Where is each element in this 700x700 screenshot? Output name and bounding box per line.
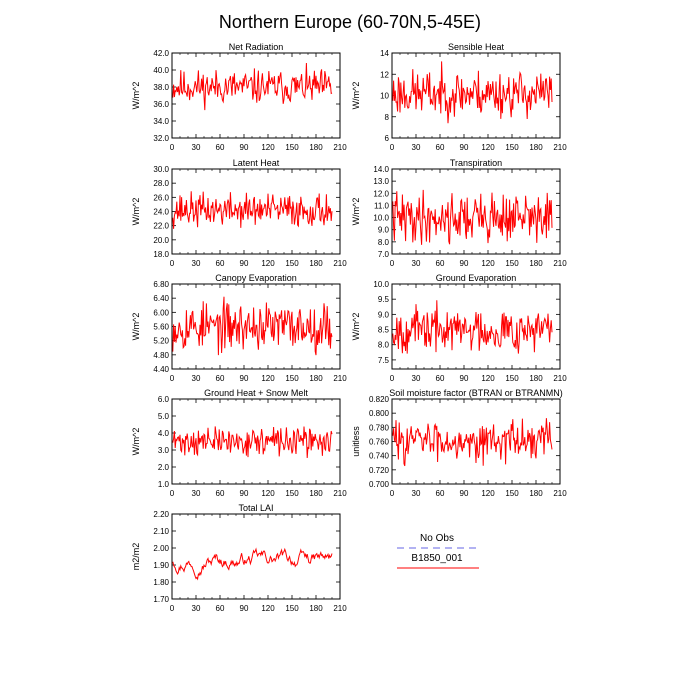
y-tick-label: 9.5	[377, 295, 389, 305]
panel-ylabel: W/m^2	[351, 197, 361, 226]
y-tick-label: 11.0	[374, 201, 389, 211]
x-tick-label: 150	[285, 489, 299, 498]
x-tick-label: 60	[435, 143, 445, 152]
x-tick-label: 150	[285, 143, 299, 152]
y-tick-label: 0.700	[368, 480, 389, 489]
x-tick-label: 0	[389, 374, 395, 383]
y-tick-label: 2.0	[157, 463, 169, 472]
x-tick-label: 30	[411, 489, 421, 498]
x-tick-label: 210	[553, 374, 567, 383]
y-tick-label: 6.00	[153, 308, 169, 318]
panel-9	[131, 503, 347, 613]
x-tick-label: 180	[529, 489, 543, 498]
figure-title: Northern Europe (60-70N,5-45E)	[218, 12, 482, 32]
panel-title: Ground Evaporation	[435, 273, 517, 283]
x-tick-label: 90	[239, 374, 249, 383]
y-tick-label: 7.5	[377, 355, 389, 365]
x-tick-label: 210	[333, 604, 347, 613]
x-tick-label: 30	[191, 143, 201, 152]
panel-4	[351, 158, 567, 268]
x-tick-label: 60	[215, 374, 225, 383]
x-tick-label: 30	[191, 604, 201, 613]
legend-label-no-obs: No Obs	[420, 533, 454, 544]
x-tick-label: 180	[309, 604, 323, 613]
x-tick-label: 30	[191, 489, 201, 498]
x-tick-label: 60	[215, 259, 225, 268]
x-tick-label: 210	[333, 143, 347, 152]
x-tick-label: 60	[215, 143, 225, 152]
panel-ylabel: W/m^2	[351, 312, 361, 341]
x-tick-label: 210	[553, 259, 567, 268]
y-tick-label: 13.0	[373, 177, 389, 187]
series-line-b1850_001	[393, 190, 552, 245]
x-tick-label: 30	[411, 143, 421, 152]
x-tick-label: 0	[389, 143, 395, 152]
x-tick-label: 0	[169, 489, 175, 498]
y-tick-label: 42.0	[153, 49, 169, 58]
y-tick-label: 14	[380, 49, 389, 58]
y-tick-label: 36.0	[153, 100, 169, 109]
y-tick-label: 6.40	[153, 294, 169, 304]
y-tick-label: 8	[384, 112, 389, 122]
panel-title: Latent Heat	[232, 158, 280, 168]
y-tick-label: 4.80	[153, 350, 169, 360]
x-tick-label: 90	[459, 489, 469, 498]
y-tick-label: 10.0	[373, 213, 389, 223]
y-tick-label: 38.0	[153, 83, 169, 92]
panel-title: Total LAI	[238, 503, 274, 513]
panel-6	[351, 273, 567, 383]
x-tick-label: 60	[435, 489, 445, 498]
x-tick-label: 60	[435, 374, 445, 383]
y-tick-label: 7.0	[377, 250, 389, 259]
x-tick-label: 30	[411, 259, 421, 268]
y-tick-label: 18.0	[153, 250, 169, 259]
x-tick-label: 0	[169, 374, 175, 383]
x-tick-label: 150	[285, 259, 299, 268]
x-tick-label: 120	[261, 374, 275, 383]
y-tick-label: 0.780	[368, 423, 389, 433]
y-tick-label: 8.0	[377, 237, 389, 247]
y-tick-label: 4.0	[157, 429, 169, 438]
x-tick-label: 120	[261, 604, 275, 613]
y-tick-label: 10	[380, 91, 389, 101]
legend	[397, 533, 479, 568]
y-tick-label: 1.90	[153, 561, 169, 570]
panel-title: Canopy Evaporation	[215, 273, 297, 283]
x-tick-label: 0	[169, 143, 175, 152]
x-tick-label: 120	[481, 259, 495, 268]
x-tick-label: 90	[239, 143, 249, 152]
y-tick-label: 1.0	[157, 480, 169, 489]
panel-ylabel: W/m^2	[131, 427, 141, 456]
y-tick-label: 2.10	[153, 527, 169, 536]
y-tick-label: 6	[384, 134, 389, 143]
x-tick-label: 120	[261, 489, 275, 498]
y-tick-label: 40.0	[153, 66, 169, 75]
x-tick-label: 0	[169, 259, 175, 268]
series-line-b1850_001	[173, 549, 332, 579]
x-tick-label: 120	[261, 143, 275, 152]
y-tick-label: 12	[380, 70, 389, 80]
panel-title: Net Radiation	[228, 42, 284, 52]
y-tick-label: 20.0	[153, 235, 169, 245]
x-tick-label: 180	[309, 374, 323, 383]
y-tick-label: 12.0	[373, 189, 389, 199]
y-tick-label: 5.20	[153, 336, 169, 346]
x-tick-label: 60	[215, 604, 225, 613]
panel-5	[131, 273, 347, 383]
legend-label-b1850: B1850_001	[411, 553, 463, 564]
y-tick-label: 14.0	[373, 165, 389, 174]
x-tick-label: 180	[309, 489, 323, 498]
y-tick-label: 24.0	[153, 207, 169, 217]
y-tick-label: 0.800	[368, 409, 389, 419]
panel-2	[351, 42, 567, 152]
x-tick-label: 120	[261, 259, 275, 268]
panel-ylabel: m2/m2	[131, 542, 141, 571]
y-tick-label: 10.0	[373, 280, 389, 289]
y-tick-label: 28.0	[153, 179, 169, 189]
x-tick-label: 60	[215, 489, 225, 498]
panel-title: Soil moisture factor (BTRAN or BTRANMN)	[389, 388, 563, 398]
y-tick-label: 0.820	[368, 395, 389, 404]
x-tick-label: 90	[239, 604, 249, 613]
x-tick-label: 30	[411, 374, 421, 383]
y-tick-label: 32.0	[153, 134, 169, 143]
x-tick-label: 120	[481, 143, 495, 152]
x-tick-label: 120	[481, 489, 495, 498]
y-tick-label: 2.00	[153, 544, 169, 553]
x-tick-label: 0	[389, 259, 395, 268]
x-tick-label: 210	[333, 489, 347, 498]
panel-ylabel: W/m^2	[351, 81, 361, 110]
y-tick-label: 5.0	[157, 412, 169, 421]
series-line-b1850_001	[393, 61, 552, 123]
y-tick-label: 34.0	[153, 117, 169, 126]
series-line-b1850_001	[393, 418, 552, 466]
x-tick-label: 150	[505, 259, 519, 268]
y-tick-label: 4.40	[153, 365, 169, 374]
panel-8	[351, 388, 567, 498]
x-tick-label: 180	[529, 143, 543, 152]
y-tick-label: 3.0	[157, 446, 169, 455]
y-tick-label: 30.0	[153, 165, 169, 174]
panel-ylabel: W/m^2	[131, 81, 141, 110]
x-tick-label: 90	[459, 374, 469, 383]
y-tick-label: 2.20	[153, 510, 169, 519]
x-tick-label: 60	[435, 259, 445, 268]
x-tick-label: 210	[333, 374, 347, 383]
series-line-b1850_001	[173, 191, 332, 229]
y-tick-label: 0.720	[368, 465, 389, 475]
series-line-b1850_001	[393, 300, 552, 353]
x-tick-label: 150	[505, 489, 519, 498]
x-tick-label: 30	[191, 374, 201, 383]
series-line-b1850_001	[173, 426, 332, 458]
x-tick-label: 180	[529, 374, 543, 383]
y-tick-label: 6.0	[157, 395, 169, 404]
panel-frame	[392, 284, 560, 369]
y-tick-label: 1.70	[153, 595, 169, 604]
y-tick-label: 1.80	[153, 578, 169, 587]
x-tick-label: 210	[553, 143, 567, 152]
x-tick-label: 150	[505, 374, 519, 383]
y-tick-label: 9.0	[377, 225, 389, 235]
y-tick-label: 22.0	[153, 221, 169, 231]
y-tick-label: 8.5	[377, 325, 389, 335]
x-tick-label: 30	[191, 259, 201, 268]
panel-ylabel: W/m^2	[131, 312, 141, 341]
panels	[131, 42, 567, 613]
y-tick-label: 6.80	[153, 280, 169, 289]
series-line-b1850_001	[173, 297, 332, 355]
panel-ylabel: W/m^2	[131, 197, 141, 226]
x-tick-label: 210	[553, 489, 567, 498]
x-tick-label: 90	[459, 259, 469, 268]
y-tick-label: 8.0	[377, 340, 389, 350]
x-tick-label: 150	[285, 374, 299, 383]
x-tick-label: 180	[309, 143, 323, 152]
y-tick-label: 26.0	[153, 193, 169, 203]
x-tick-label: 90	[239, 489, 249, 498]
series-line-b1850_001	[173, 63, 332, 110]
y-tick-label: 0.740	[368, 451, 389, 461]
x-tick-label: 0	[169, 604, 175, 613]
x-tick-label: 90	[239, 259, 249, 268]
x-tick-label: 90	[459, 143, 469, 152]
panel-3	[131, 158, 347, 268]
x-tick-label: 0	[389, 489, 395, 498]
panel-title: Ground Heat + Snow Melt	[204, 388, 308, 398]
panel-title: Transpiration	[449, 158, 503, 168]
panel-ylabel: unitless	[351, 426, 361, 457]
panel-title: Sensible Heat	[447, 42, 505, 52]
x-tick-label: 150	[505, 143, 519, 152]
x-tick-label: 150	[285, 604, 299, 613]
x-tick-label: 180	[529, 259, 543, 268]
x-tick-label: 180	[309, 259, 323, 268]
x-tick-label: 210	[333, 259, 347, 268]
y-tick-label: 0.760	[368, 437, 389, 447]
y-tick-label: 5.60	[153, 322, 169, 332]
panel-1	[131, 42, 347, 152]
y-tick-label: 9.0	[377, 310, 389, 320]
panel-7	[131, 388, 347, 498]
x-tick-label: 120	[481, 374, 495, 383]
